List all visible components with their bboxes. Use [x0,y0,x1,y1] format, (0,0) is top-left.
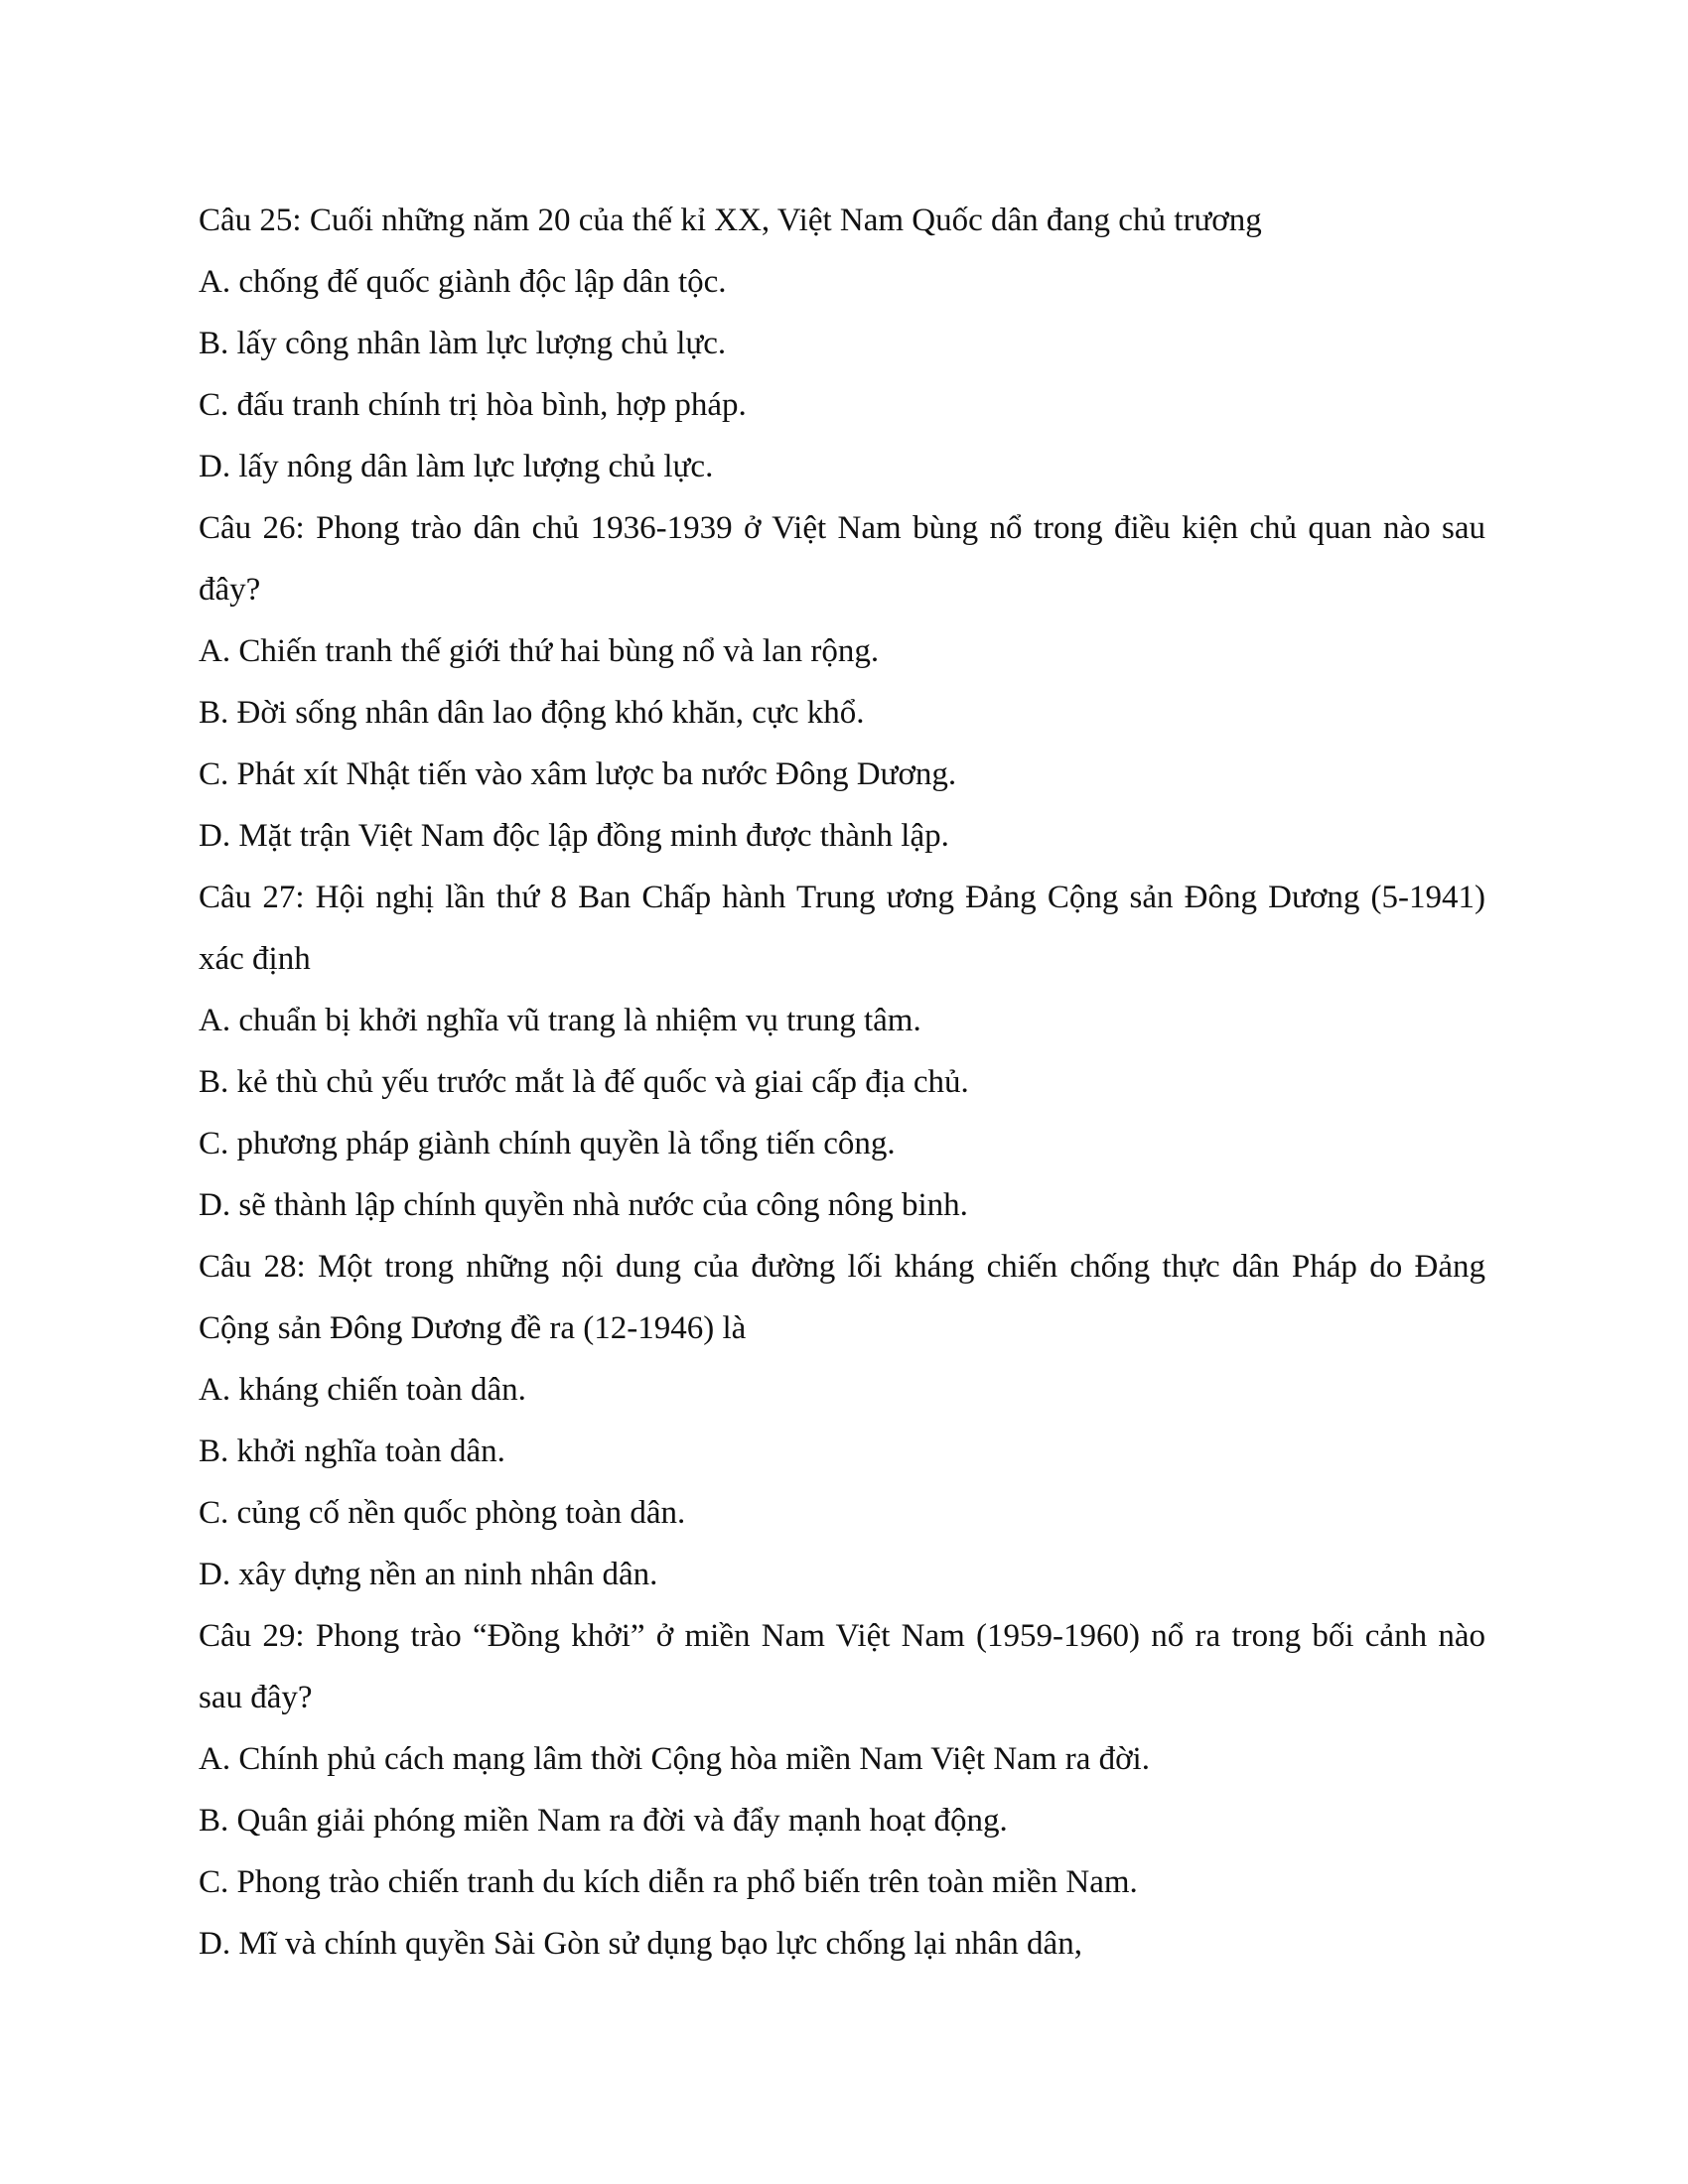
option-c: C. phương pháp giành chính quyền là tổng tiến công. [199,1126,896,1161]
options-list [199,620,1485,867]
question-stem: Câu 27: Hội nghị lần thứ 8 Ban Chấp hành Trung ương Đảng Cộng sản Đông Dương (5-1941) xác định [199,880,1485,977]
option-d: D. sẽ thành lập chính quyền nhà nước của công nông binh. [199,1187,968,1223]
option-c: C. Phát xít Nhật tiến vào xâm lược ba nước Đông Dương. [199,756,957,792]
question-stem: Câu 28: Một trong những nội dung của đường lối kháng chiến chống thực dân Pháp do Đảng Cộng sản Đông Dương đề ra (12-1946) là [199,1249,1485,1346]
option-d: D. lấy nông dân làm lực lượng chủ lực. [199,449,714,484]
option-a: A. Chính phủ cách mạng lâm thời Cộng hòa miền Nam Việt Nam ra đời. [199,1741,1150,1777]
option-b: B. kẻ thù chủ yếu trước mắt là đế quốc và giai cấp địa chủ. [199,1064,969,1100]
option-d: D. Mặt trận Việt Nam độc lập đồng minh được thành lập. [199,818,949,854]
question-29 [199,1605,1485,1975]
option-a: A. chuẩn bị khởi nghĩa vũ trang là nhiệm vụ trung tâm. [199,1003,921,1038]
option-c: C. Phong trào chiến tranh du kích diễn ra phổ biến trên toàn miền Nam. [199,1864,1138,1900]
option-a: A. chống đế quốc giành độc lập dân tộc. [199,264,727,300]
option-d: D. Mĩ và chính quyền Sài Gòn sử dụng bạo lực chống lại nhân dân, [199,1926,1082,1962]
option-b: B. khởi nghĩa toàn dân. [199,1433,505,1469]
option-b: B. Quân giải phóng miền Nam ra đời và đẩy mạnh hoạt động. [199,1803,1008,1839]
question-26 [199,497,1485,867]
option-c: C. đấu tranh chính trị hòa bình, hợp pháp. [199,387,747,423]
option-d: D. xây dựng nền an ninh nhân dân. [199,1557,658,1592]
option-b: B. lấy công nhân làm lực lượng chủ lực. [199,326,727,361]
question-stem: Câu 25: Cuối những năm 20 của thế kỉ XX, Việt Nam Quốc dân đang chủ trương [199,203,1262,238]
question-25 [199,190,1485,497]
document-page [199,190,1485,1975]
question-28 [199,1236,1485,1605]
question-27 [199,867,1485,1236]
option-c: C. củng cố nền quốc phòng toàn dân. [199,1495,686,1531]
options-list [199,1728,1485,1975]
question-stem: Câu 29: Phong trào “Đồng khởi” ở miền Nam Việt Nam (1959-1960) nổ ra trong bối cảnh nào sau đây? [199,1618,1485,1715]
option-a: A. kháng chiến toàn dân. [199,1372,526,1408]
options-list [199,1359,1485,1605]
options-list [199,251,1485,497]
option-a: A. Chiến tranh thế giới thứ hai bùng nổ và lan rộng. [199,633,880,669]
options-list [199,990,1485,1236]
question-stem: Câu 26: Phong trào dân chủ 1936-1939 ở Việt Nam bùng nổ trong điều kiện chủ quan nào sau đây? [199,510,1485,608]
option-b: B. Đời sống nhân dân lao động khó khăn, cực khổ. [199,695,865,731]
